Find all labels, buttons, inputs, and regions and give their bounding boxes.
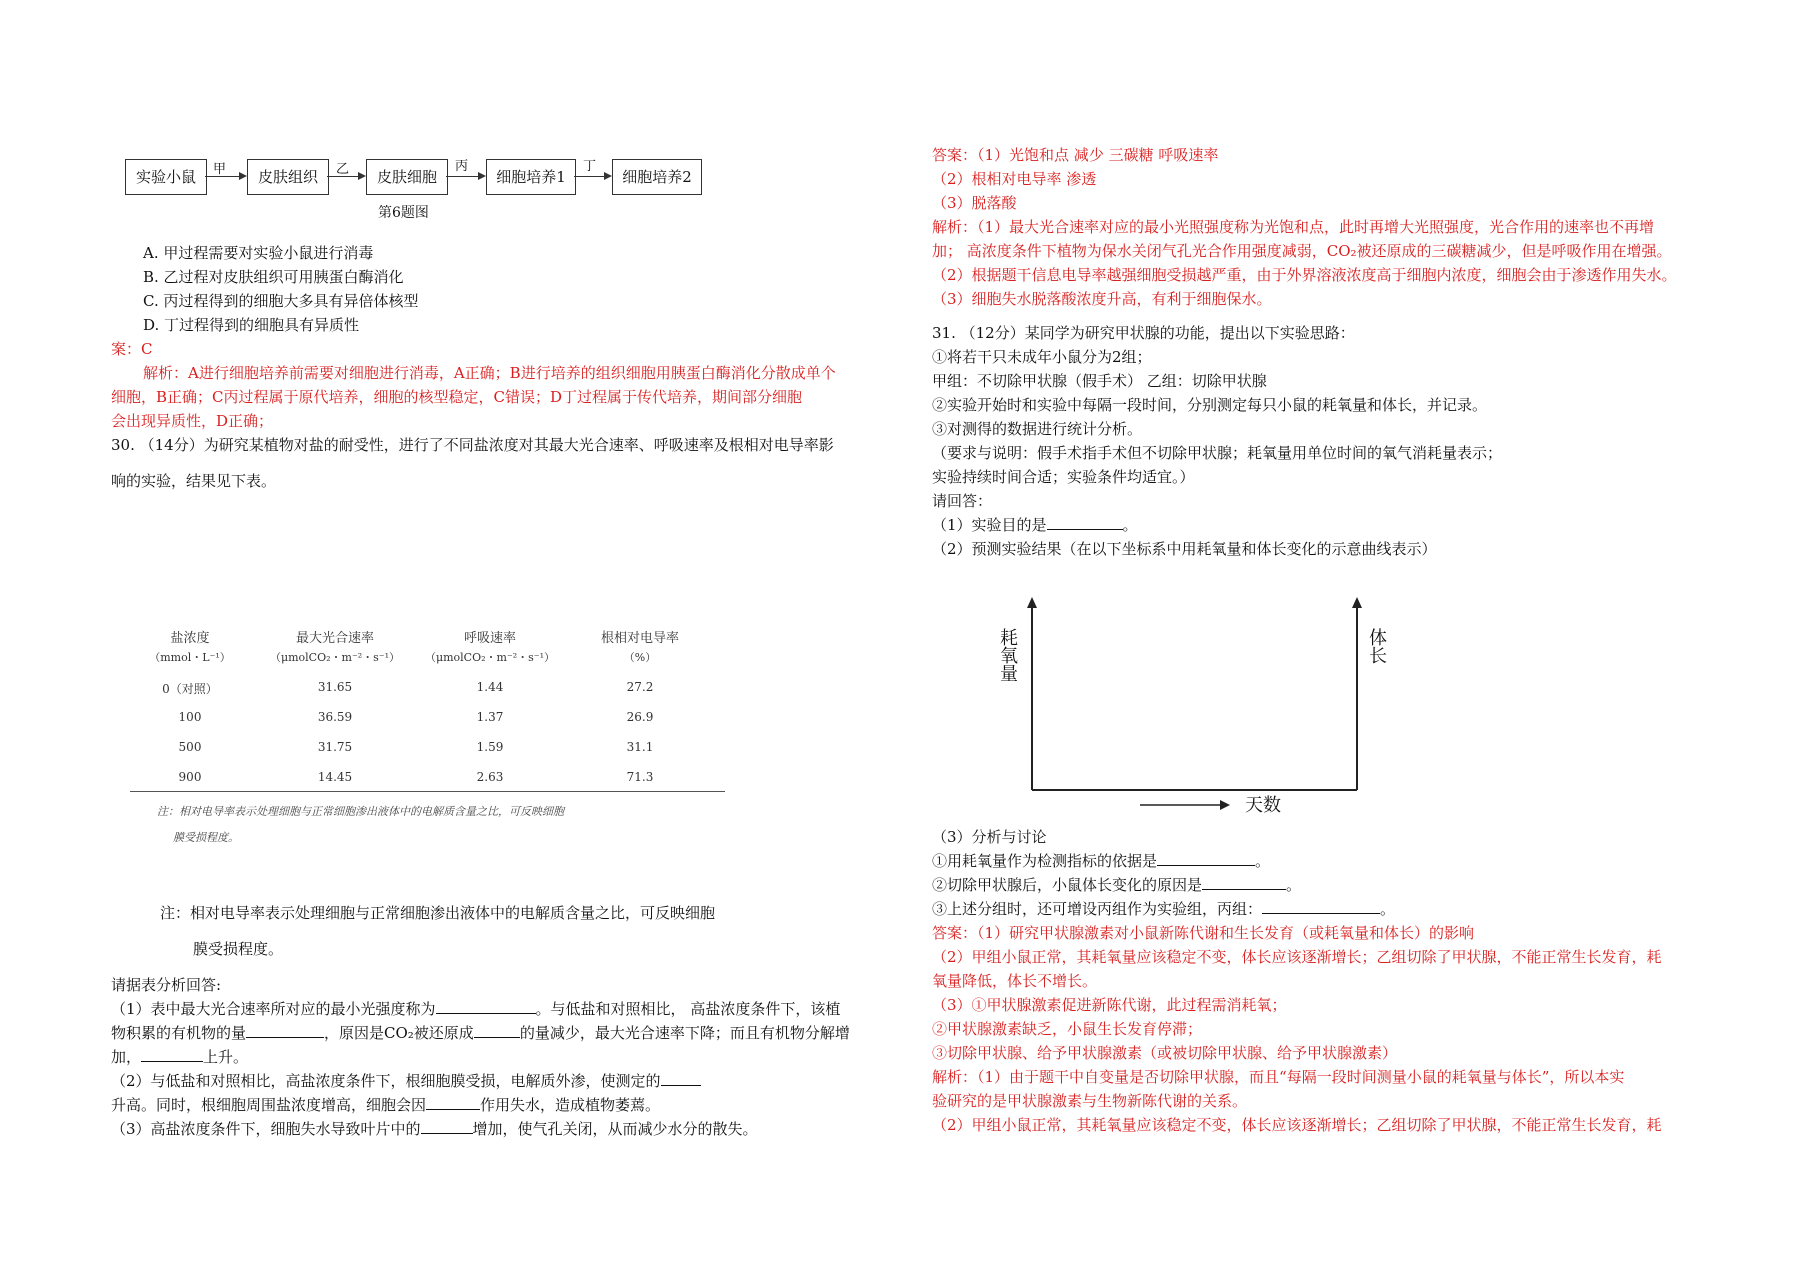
table-cell: 27.2 — [626, 680, 654, 694]
ans31-line-6: ③切除甲状腺、给予甲状腺激素（或被切除甲状腺、给予甲状腺激素） — [932, 1044, 1398, 1062]
table-bottom-rule — [130, 791, 725, 792]
q30-prompt: 请据表分析回答: — [111, 976, 222, 994]
table-header-respiration-unit: （μmolCO₂・m⁻²・s⁻¹） — [424, 651, 556, 664]
ans31-line-5: ②甲状腺激素缺乏，小鼠生长发育停滞； — [932, 1020, 1203, 1038]
q31-line-3: 甲组：不切除甲状腺（假手术） 乙组：切除甲状腺 — [932, 372, 1267, 390]
q6-analysis-2: 细胞，B正确；C丙过程属于原代培养，细胞的核型稳定，C错误；D丁过程属于传代培养，期间部分细胞 — [111, 388, 803, 406]
flow-caption: 第6题图 — [378, 205, 429, 221]
ans30-line-7: （3）细胞失水脱落酸浓度升高，有利于细胞保水。 — [932, 290, 1272, 308]
table-cell: 1.59 — [476, 740, 504, 754]
q31-text: 。 — [1122, 516, 1138, 534]
q30-text: 增加，使气孔关闭，从而减少水分的散失。 — [472, 1120, 758, 1138]
q31-q1 — [932, 515, 1138, 535]
answer-blank[interactable] — [426, 1095, 480, 1110]
flow-arrow-label-3: 丙 — [455, 159, 469, 174]
table-cell: 1.44 — [476, 680, 504, 694]
q31-q2: （2）预测实验结果（在以下坐标系中用耗氧量和体长变化的示意曲线表示） — [932, 540, 1437, 558]
q30-text: 物积累的有机物的量 — [111, 1024, 247, 1042]
q30-part3 — [111, 1119, 758, 1139]
q31-line-8: 请回答： — [932, 492, 993, 510]
q30-text: 加， — [111, 1048, 142, 1066]
q30-stem-1: 30. （14分）为研究某植物对盐的耐受性，进行了不同盐浓度对其最大光合速率、呼吸速率及根相对电导率影 — [111, 436, 834, 454]
table-cell: 36.59 — [317, 710, 353, 724]
q30-text: （2）与低盐和对照相比，高盐浓度条件下，根细胞膜受损，电解质外渗，使测定的 — [111, 1072, 661, 1090]
q31-text: （1）实验目的是 — [932, 516, 1047, 534]
right-axis-arrowhead — [1352, 597, 1362, 608]
table-header-conductivity: 根相对电导率 — [600, 631, 679, 646]
q31-q3: （3）分析与讨论 — [932, 828, 1047, 846]
right-axis-label: 体长 — [1366, 628, 1387, 664]
q30-text: 作用失水，造成植物萎蔫。 — [480, 1096, 661, 1114]
left-axis-arrowhead — [1027, 597, 1037, 608]
q31-line-7: 实验持续时间合适；实验条件均适宜。） — [932, 468, 1195, 486]
flow-arrow-3 — [446, 176, 484, 177]
table-cell: 71.3 — [626, 770, 654, 784]
answer-blank[interactable] — [1202, 875, 1286, 890]
q6-option-a: A. 甲过程需要对实验小鼠进行消毒 — [143, 244, 374, 262]
flow-arrow-label-1: 甲 — [213, 162, 227, 177]
answer-blank[interactable] — [474, 1023, 520, 1038]
ans31-line-2: （2）甲组小鼠正常，其耗氧量应该稳定不变，体长应该逐渐增长；乙组切除了甲状腺，不能正常生长发育，耗 — [932, 948, 1662, 966]
q30-text: 的量减少，最大光合速率下降；而且有机物分解增 — [519, 1024, 850, 1042]
ans30-line-4: 解析：（1）最大光合速率对应的最小光照强度称为光饱和点，此时再增大光照强度，光合作用的速率也不再增 — [932, 218, 1655, 236]
ans30-line-5: 加； 高浓度条件下植物为保水关闭气孔光合作用强度减弱，CO₂被还原成的三碳糖减少，但是呼吸作用在增强。 — [932, 242, 1672, 260]
answer-blank[interactable] — [661, 1071, 701, 1086]
table-cell: 100 — [178, 710, 202, 724]
table-cell: 26.9 — [626, 710, 654, 724]
flow-arrow-4 — [574, 176, 610, 177]
flow-box-mouse: 实验小鼠 — [125, 159, 207, 195]
q30-part1-line2 — [111, 1023, 850, 1043]
answer-blank[interactable] — [421, 1119, 473, 1134]
q31-axes-graph[interactable] — [990, 595, 1390, 820]
q6-option-d: D. 丁过程得到的细胞具有异质性 — [143, 316, 360, 334]
q31-line-6: （要求与说明：假手术指手术但不切除甲状腺；耗氧量用单位时间的氧气消耗量表示； — [932, 444, 1503, 462]
q30-text: （1）表中最大光合速率所对应的最小光强度称为 — [111, 1000, 436, 1018]
table-cell: 900 — [178, 770, 202, 784]
q31-line-1: 31. （12分）某同学为研究甲状腺的功能，提出以下实验思路： — [932, 324, 1355, 342]
q31-line-2: ①将若干只未成年小鼠分为2组； — [932, 348, 1152, 366]
table-cell: 14.45 — [317, 770, 353, 784]
table-cell: 2.63 — [476, 770, 504, 784]
q31-text: ③上述分组时，还可增设丙组作为实验组，丙组： — [932, 900, 1263, 918]
ans31-line-7: 解析：（1）由于题干中自变量是否切除甲状腺，而且“每隔一段时间测量小鼠的耗氧量与体长”，所以本实 — [932, 1068, 1625, 1086]
table-cell: 31.65 — [317, 680, 353, 694]
q30-part1-line1 — [111, 999, 840, 1019]
q31-q3-b — [932, 875, 1301, 895]
answer-blank[interactable] — [1262, 899, 1380, 914]
answer-blank[interactable] — [141, 1047, 203, 1062]
ans31-line-9: （2）甲组小鼠正常，其耗氧量应该稳定不变，体长应该逐渐增长；乙组切除了甲状腺，不能正常生长发育，耗 — [932, 1116, 1662, 1134]
q30-note-1: 注：相对电导率表示处理细胞与正常细胞渗出液体中的电解质含量之比，可反映细胞 — [160, 904, 716, 922]
q30-stem-2: 响的实验，结果见下表。 — [111, 472, 277, 490]
q30-text: （3）高盐浓度条件下，细胞失水导致叶片中的 — [111, 1120, 421, 1138]
answer-blank[interactable] — [1157, 851, 1255, 866]
q30-text: 升高。同时，根细胞周围盐浓度增高，细胞会因 — [111, 1096, 427, 1114]
table-cell: 31.1 — [626, 740, 654, 754]
ans31-line-3: 氧量降低，体长不增长。 — [932, 972, 1098, 990]
ans30-line-2: （2）根相对电导率 渗透 — [932, 170, 1097, 188]
q6-analysis-1: 解析：A进行细胞培养前需要对细胞进行消毒，A正确；B进行培养的组织细胞用胰蛋白酶消化分散成单个 — [143, 364, 836, 382]
table-header-respiration: 呼吸速率 — [463, 631, 516, 646]
answer-blank[interactable] — [436, 999, 536, 1014]
q31-text: 。 — [1255, 852, 1271, 870]
q30-part2-line1 — [111, 1071, 701, 1091]
table-header-conductivity-unit: （%） — [623, 651, 657, 664]
ans31-line-8: 验研究的是甲状腺激素与生物新陈代谢的关系。 — [932, 1092, 1248, 1110]
flow-box-culture-1: 细胞培养1 — [486, 159, 576, 195]
q30-note-2: 膜受损程度。 — [193, 940, 284, 958]
q6-option-b: B. 乙过程对皮肤组织可用胰蛋白酶消化 — [143, 268, 404, 286]
q6-option-c: C. 丙过程得到的细胞大多具有异倍体核型 — [143, 292, 419, 310]
flow-arrow-label-2: 乙 — [336, 162, 350, 177]
table-note-1: 注：相对电导率表示处理细胞与正常细胞渗出液体中的电解质含量之比，可反映细胞 — [157, 805, 564, 818]
q30-data-table — [135, 625, 725, 845]
q31-text: 。 — [1380, 900, 1396, 918]
q30-text: 上升。 — [203, 1048, 249, 1066]
table-header-photosynthesis: 最大光合速率 — [295, 631, 374, 646]
q31-text: ①用耗氧量作为检测指标的依据是 — [932, 852, 1158, 870]
table-cell: 0（对照） — [162, 682, 218, 696]
q30-text: ，原因是CO₂被还原成 — [324, 1024, 474, 1042]
q31-line-5: ③对测得的数据进行统计分析。 — [932, 420, 1143, 438]
table-cell: 31.75 — [317, 740, 353, 754]
q31-text: 。 — [1286, 876, 1302, 894]
q30-part2-line2 — [111, 1095, 660, 1115]
answer-blank[interactable] — [246, 1023, 324, 1038]
q31-q3-a — [932, 851, 1270, 871]
table-cell: 1.37 — [476, 710, 504, 724]
q31-text: ②切除甲状腺后，小鼠体长变化的原因是 — [932, 876, 1203, 894]
left-axis-label: 耗氧量 — [997, 628, 1018, 682]
ans30-line-1: 答案：（1）光饱和点 减少 三碳糖 呼吸速率 — [932, 146, 1219, 164]
ans30-line-3: （3）脱落酸 — [932, 194, 1017, 212]
table-header-salt: 盐浓度 — [170, 631, 210, 646]
answer-blank[interactable] — [1047, 515, 1123, 530]
ans31-line-4: （3）①甲状腺激素促进新陈代谢，此过程需消耗氧； — [932, 996, 1287, 1014]
q31-q3-c — [932, 899, 1395, 919]
flow-box-culture-2: 细胞培养2 — [612, 159, 702, 195]
table-header-salt-unit: （mmol・L⁻¹） — [149, 651, 231, 664]
q30-part1-line3 — [111, 1047, 248, 1067]
q6-analysis-3: 会出现异质性，D正确； — [111, 412, 274, 430]
table-header-photosynthesis-unit: （μmolCO₂・m⁻²・s⁻¹） — [269, 651, 401, 664]
flow-box-skin-cell: 皮肤细胞 — [366, 159, 448, 195]
x-axis-label: 天数 — [1245, 795, 1281, 816]
q31-line-4: ②实验开始时和实验中每隔一段时间，分别测定每只小鼠的耗氧量和体长，并记录。 — [932, 396, 1488, 414]
x-direction-arrowhead — [1220, 800, 1230, 810]
flow-arrow-label-4: 丁 — [583, 159, 597, 174]
table-cell: 500 — [178, 740, 202, 754]
flow-box-skin-tissue: 皮肤组织 — [247, 159, 329, 195]
ans30-line-6: （2）根据题干信息电导率越强细胞受损越严重，由于外界溶液浓度高于细胞内浓度，细胞会由于渗透作用失水。 — [932, 266, 1677, 284]
table-note-2: 膜受损程度。 — [173, 831, 239, 844]
q6-answer: 案：C — [111, 340, 153, 358]
ans31-line-1: 答案：（1）研究甲状腺激素对小鼠新陈代谢和生长发育（或耗氧量和体长）的影响 — [932, 924, 1475, 942]
q30-text: 。与低盐和对照相比， 高盐浓度条件下，该植 — [535, 1000, 841, 1018]
